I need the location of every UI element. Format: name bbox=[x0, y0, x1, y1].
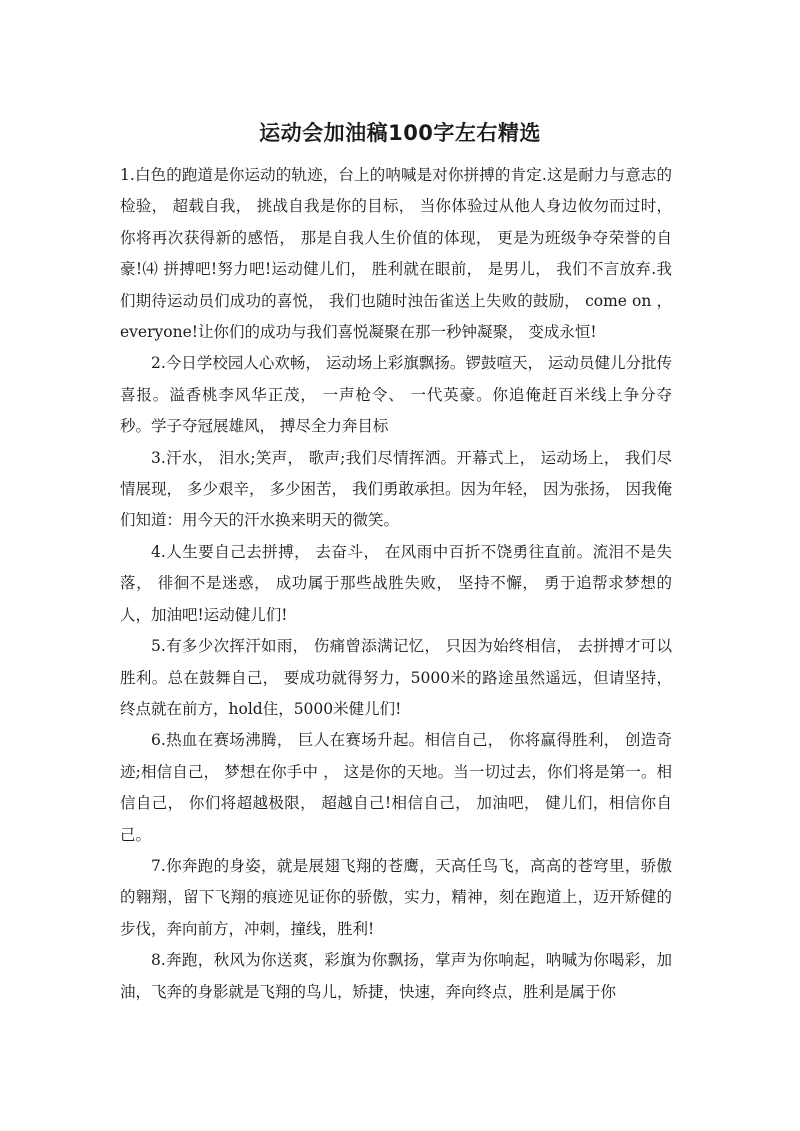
document-body bbox=[120, 160, 672, 1008]
paragraph-3: 3.汗水， 泪水;笑声， 歌声;我们尽情挥洒。开幕式上， 运动场上， 我们尽情展现， 多少艰辛， 多少困苦， 我们勇敢承担。因为年轻， 因为张扬， 因我俺们知道：用今天的汗水换来明天的微笑。 bbox=[120, 448, 672, 530]
paragraph-7: 7.你奔跑的身姿，就是展翅飞翔的苍鹰，天高任鸟飞，高高的苍穹里，骄傲的翱翔，留下飞翔的痕迹见证你的骄傲，实力，精神，刻在跑道上，迈开矫健的步伐，奔向前方，冲刺，撞线，胜利! bbox=[120, 856, 672, 938]
paragraph-1: 1.白色的跑道是你运动的轨迹，台上的呐喊是对你拼搏的肯定.这是耐力与意志的检验， 超载自我， 挑战自我是你的目标， 当你体验过从他人身边攸勿而过时， 你将再次获得新的感悟， 那是自我人生价值的体现， 更是为班级争夺荣誉的自豪!⑷ 拼搏吧!努力吧!运动健儿们， 胜利就在眼前， 是男儿， 我们不言放弃.我们期待运动员们成功的喜悦， 我们也随时浊缶雀送上失败的鼓励， come on ， everyone!让你们的成功与我们喜悦凝聚在那一秒钟凝聚， 变成永恒! bbox=[120, 166, 672, 342]
paragraph-2: 2.今日学校园人心欢畅， 运动场上彩旗飘扬。锣鼓喧天， 运动员健儿分批传喜报。溢香桃李风华正茂， 一声枪令、 一代英豪。你追俺赶百米线上争分夺秒。学子夺冠展雄风， 搏尽全力奔目标 bbox=[120, 354, 672, 436]
paragraph-5: 5.有多少次挥汗如雨， 伤痛曾添满记忆， 只因为始终相信， 去拼搏才可以胜利。总在鼓舞自己， 要成功就得努力，5000米的路途虽然遥远，但请坚持，终点就在前方，hold住，5000米健儿们! bbox=[120, 637, 672, 718]
paragraph-8: 8.奔跑，秋风为你送爽，彩旗为你飘扬，掌声为你响起，呐喊为你喝彩，加油，飞奔的身影就是飞翔的鸟儿，矫捷，快速，奔向终点，胜利是属于你 bbox=[120, 951, 672, 1001]
paragraph-4: 4.人生要自己去拼搏， 去奋斗， 在风雨中百折不饶勇往直前。流泪不是失落， 徘徊不是迷惑， 成功属于那些战胜失败， 坚持不懈， 勇于追帮求梦想的人，加油吧!运动健儿们! bbox=[120, 542, 672, 624]
document-title: 运动会加油稿100字左右精选 bbox=[259, 121, 541, 145]
paragraph-6: 6.热血在赛场沸腾， 巨人在赛场升起。相信自己， 你将赢得胜利， 创造奇迹;相信自己， 梦想在你手中 ， 这是你的天地。当一切过去，你们将是第一。相信自己， 你们将超越极限， 超越自己!相信自己， 加油吧， 健儿们，相信你自己。 bbox=[120, 731, 672, 844]
